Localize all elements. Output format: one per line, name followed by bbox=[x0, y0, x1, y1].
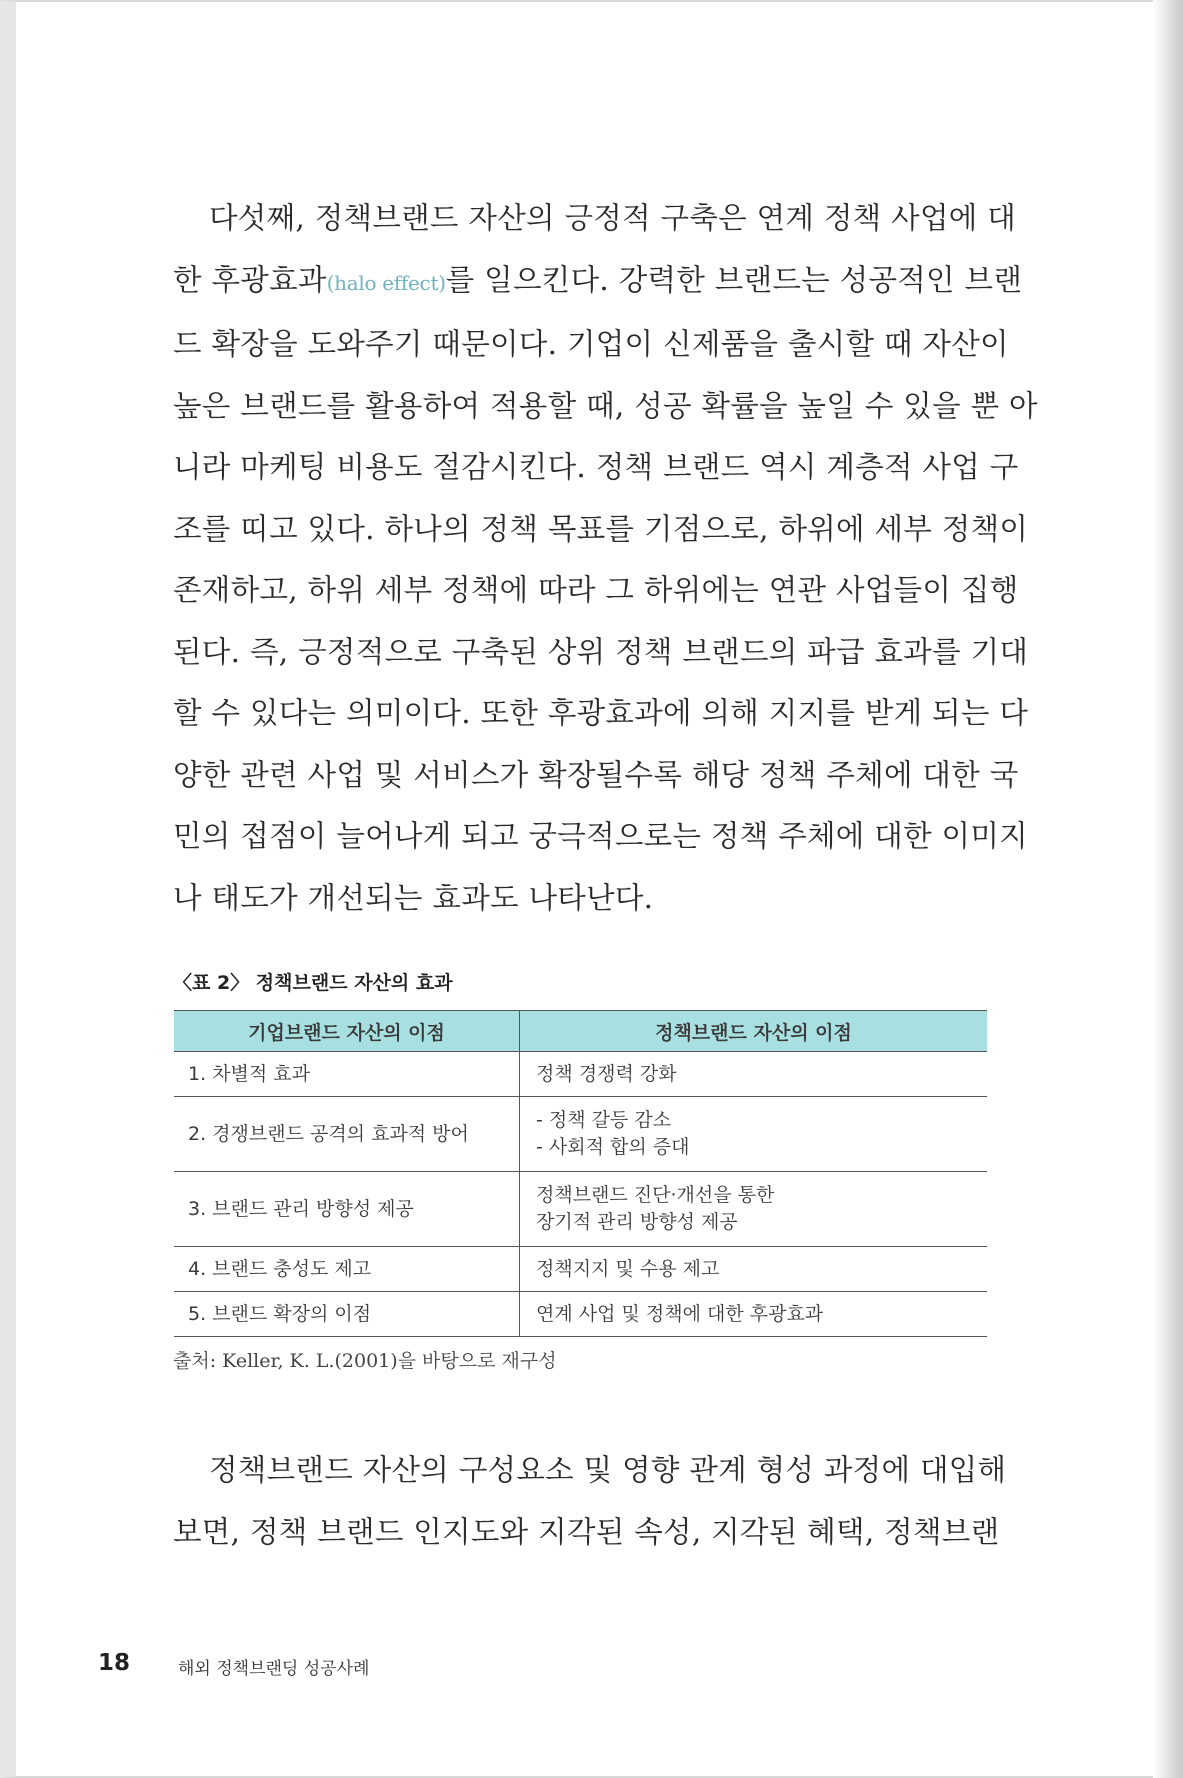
corporate-benefit-cell: 5. 브랜드 확장의 이점 bbox=[174, 1292, 520, 1337]
table-caption: 〈표 2〉 정책브랜드 자산의 효과 bbox=[173, 972, 453, 994]
policy-benefit-cell bbox=[520, 1097, 988, 1172]
text-fragment: 한 후광효과 bbox=[173, 262, 327, 297]
table-row bbox=[174, 1247, 987, 1292]
paragraph-line: 보면, 정책 브랜드 인지도와 지각된 속성, 지각된 혜택, 정책브랜 bbox=[173, 1514, 1000, 1549]
policy-benefit-cell bbox=[520, 1247, 988, 1292]
paragraph-line: 나 태도가 개선되는 효과도 나타난다. bbox=[173, 880, 654, 915]
column-header-policy: 정책브랜드 자산의 이점 bbox=[520, 1011, 988, 1052]
paragraph-line: 양한 관련 사업 및 서비스가 확장될수록 해당 정책 주체에 대한 국 bbox=[173, 757, 1019, 792]
brand-asset-effects-table bbox=[174, 1010, 987, 1337]
paragraph-line: 니라 마케팅 비용도 절감시킨다. 정책 브랜드 역시 계층적 사업 구 bbox=[173, 450, 1019, 484]
paragraph-line: 드 확장을 도와주기 때문이다. 기업이 신제품을 출시할 때 자산이 bbox=[173, 327, 1009, 361]
table-row bbox=[174, 1172, 987, 1247]
body-paragraph-1 bbox=[173, 188, 1038, 929]
paragraph-line: 조를 띠고 있다. 하나의 정책 목표를 기점으로, 하위에 세부 정책이 bbox=[173, 511, 1029, 546]
cell-line: - 정책 갈등 감소 bbox=[536, 1109, 672, 1131]
cell-line: 정책지지 및 수용 제고 bbox=[536, 1257, 720, 1280]
page-number: 18 bbox=[98, 1650, 131, 1676]
cell-line: 연계 사업 및 정책에 대한 후광효과 bbox=[536, 1302, 824, 1325]
running-footer-title: 해외 정책브랜딩 성공사례 bbox=[178, 1659, 370, 1679]
paragraph-line: 할 수 있다는 의미이다. 또한 후광효과에 의해 지지를 받게 되는 다 bbox=[173, 696, 1029, 730]
column-header-corporate: 기업브랜드 자산의 이점 bbox=[174, 1011, 520, 1052]
table-row bbox=[174, 1292, 987, 1337]
text-fragment: 를 일으킨다. 강력한 브랜드는 성공적인 브랜 bbox=[445, 262, 1023, 297]
table-header-row bbox=[174, 1011, 987, 1052]
policy-benefit-cell bbox=[520, 1292, 988, 1337]
page-edge bbox=[1153, 0, 1183, 1778]
paragraph-line: 된다. 즉, 긍정적으로 구축된 상위 정책 브랜드의 파급 효과를 기대 bbox=[173, 634, 1029, 669]
table-source-note: 출처: Keller, K. L.(2001)을 바탕으로 재구성 bbox=[173, 1350, 557, 1372]
corporate-benefit-cell: 2. 경쟁브랜드 공격의 효과적 방어 bbox=[174, 1097, 520, 1172]
cell-line: 정책브랜드 진단·개선을 통한 bbox=[536, 1184, 775, 1206]
policy-benefit-cell bbox=[520, 1172, 988, 1247]
corporate-benefit-cell: 3. 브랜드 관리 방향성 제공 bbox=[174, 1172, 520, 1247]
cell-line: - 사회적 합의 증대 bbox=[536, 1136, 690, 1158]
paragraph-line bbox=[173, 250, 1023, 315]
halo-effect-term: (halo effect) bbox=[326, 270, 446, 295]
paragraph-line: 높은 브랜드를 활용하여 적용할 때, 성공 확률을 높일 수 있을 뿐 아 bbox=[173, 388, 1038, 423]
table-row bbox=[174, 1097, 987, 1172]
paragraph-line: 정책브랜드 자산의 구성요소 및 영향 관계 형성 과정에 대입해 bbox=[209, 1453, 1007, 1487]
policy-benefit-cell bbox=[520, 1052, 988, 1097]
paragraph-line: 존재하고, 하위 세부 정책에 따라 그 하위에는 연관 사업들이 집행 bbox=[173, 573, 1019, 607]
cell-line: 정책 경쟁력 강화 bbox=[536, 1062, 677, 1085]
corporate-benefit-cell: 4. 브랜드 충성도 제고 bbox=[174, 1247, 520, 1292]
table-row bbox=[174, 1052, 987, 1097]
cell-line: 장기적 관리 방향성 제공 bbox=[536, 1211, 738, 1233]
paragraph-line: 민의 접점이 늘어나게 되고 궁극적으로는 정책 주체에 대한 이미지 bbox=[173, 819, 1028, 853]
paragraph-line: 다섯째, 정책브랜드 자산의 긍정적 구축은 연계 정책 사업에 대 bbox=[209, 201, 1017, 235]
corporate-benefit-cell: 1. 차별적 효과 bbox=[174, 1052, 520, 1097]
body-paragraph-2 bbox=[173, 1440, 1007, 1563]
